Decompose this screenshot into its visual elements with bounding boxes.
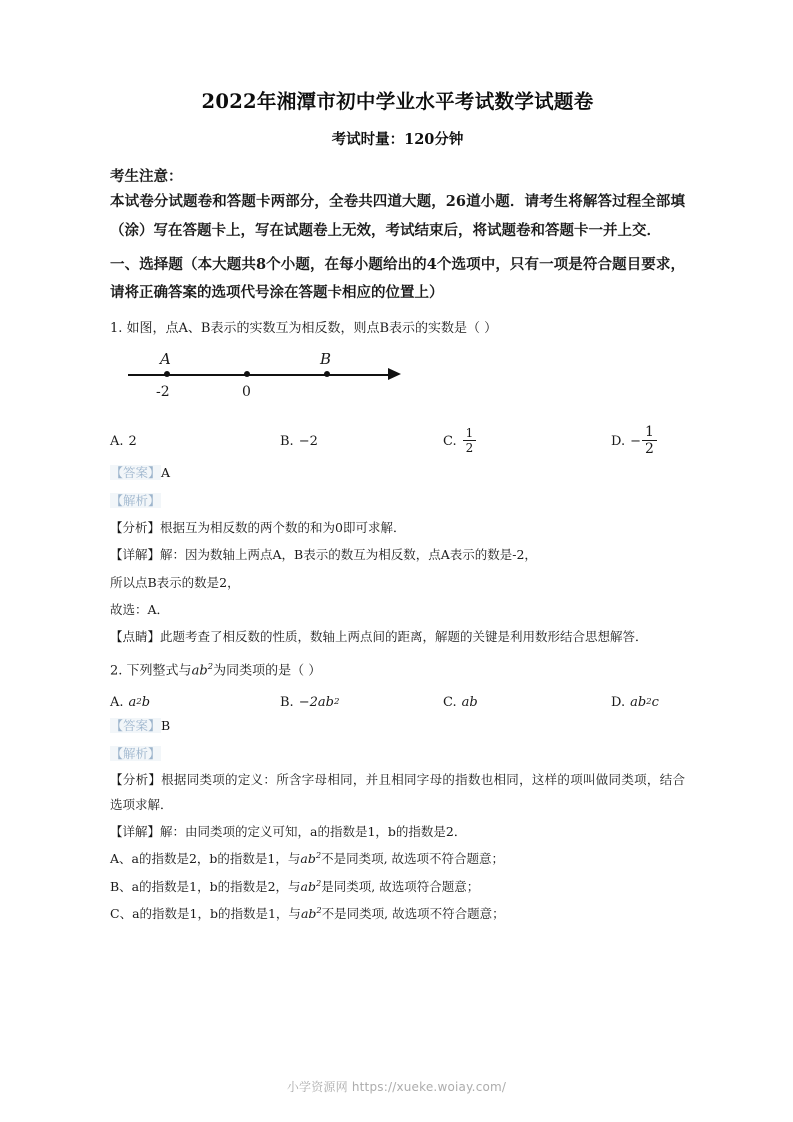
footer-watermark: 小学资源网 https://xueke.woiay.com/ [286,1080,507,1094]
number-line-arrow-icon [388,368,401,380]
detail-tag: 【详解】 [110,547,161,563]
answer-tag: 【答案】 [110,465,161,481]
question-2-answer [110,714,685,738]
analysis-tag: 【分析】 [110,519,161,535]
detail-item-a-prefix: A、a的指数是2，b的指数是1，与 [110,851,301,867]
question-1-number-line-figure [110,346,685,414]
question-1-detail-line-2: 所以点B表示的数是2， [110,574,240,590]
q2-option-d-label: D. [611,694,626,710]
question-2-detail-head [110,820,685,844]
page-title: 2022年湘潭市初中学业水平考试数学试题卷 [201,90,594,113]
q2-option-d-tail: c [651,694,659,710]
number-line-point-b-label: B [320,350,332,369]
page-content [110,86,685,927]
q2-option-a-label: A. [110,694,124,710]
q2-option-c-base: ab [461,694,478,710]
option-c-fraction [463,427,477,454]
number-line-point-a-value: -2 [156,384,170,401]
detail-item-a-suffix: 不是同类项, 故选项不符合题意； [321,851,505,867]
option-d-sign: − [630,434,641,450]
question-1-analysis [110,516,685,540]
option-b-label: B. [280,434,294,450]
detail-item-a-expr: ab [300,851,316,867]
question-1-detail-line-1 [110,543,685,567]
question-2-text-suffix: 为同类项的是（ ） [213,663,322,678]
detail-tag: 【详解】 [110,824,161,839]
detail-item-b-suffix: 是同类项, 故选项符合题意； [321,879,480,895]
question-1-number: 1. [110,320,123,336]
option-a-value: 2 [128,434,137,450]
exam-duration-subtitle: 考试时量：120分钟 [331,131,464,148]
option-b-value: −2 [298,434,318,450]
question-2-option-a[interactable] [110,695,280,710]
q2-option-b-exponent: 2 [333,697,340,708]
option-d-fraction [642,425,657,456]
option-d-denominator: 2 [642,440,657,456]
detail-text-1: 解：因为数轴上两点A，B表示的数互为相反数，点A表示的数是-2， [160,547,537,563]
question-2-analysis [110,768,685,817]
option-d-numerator: 1 [645,424,654,441]
question-2-options [110,695,685,710]
question-1-option-c[interactable] [443,428,611,455]
detail-item-c-expr: ab [300,906,317,922]
question-2-detail-item-b [110,875,685,900]
question-1-option-d[interactable] [611,426,658,457]
question-2-detail-item-c [110,902,685,927]
q2-option-d-base: ab [630,694,647,710]
section-heading-multiple-choice: 一、选择题（本大题共8个小题，在每小题给出的4个选项中，只有一项是符合题目要求，请将正确答案的选项代号涂在答题卡相应的位置上） [110,256,685,302]
detail-head-text: 解：由同类项的定义可知，a的指数是1，b的指数是2． [160,824,467,839]
analysis-tag: 【分析】 [110,772,162,788]
detail-item-c-suffix: 不是同类项, 故选项不符合题意； [321,906,505,922]
detail-item-b-prefix: B、a的指数是1，b的指数是2，与 [110,879,301,895]
explanation-tag: 【解析】 [110,745,161,761]
answer-value: A [161,465,171,481]
question-2-expression-exponent: 2 [207,661,214,672]
question-1-answer [110,461,685,485]
answer-value: B [161,717,171,733]
option-c-numerator: 1 [465,426,474,441]
candidate-notice-label: 考生注意： [110,168,183,185]
analysis-text: 根据互为相反数的两个数的和为0即可求解． [160,519,406,535]
question-2-option-d[interactable] [611,695,659,710]
answer-tag: 【答案】 [110,717,161,733]
question-1-text: 如图，点A、B表示的实数互为相反数，则点B表示的实数是（ ） [126,320,498,336]
q2-option-b-label: B. [280,694,294,710]
q2-option-a-base: a [128,694,137,710]
insight-text: 此题考查了相反数的性质，数轴上两点间的距离，解题的关键是利用数形结合思想解答． [160,629,648,645]
question-1-option-a[interactable] [110,434,280,449]
analysis-text: 根据同类项的定义：所含字母相同，并且相同字母的指数也相同，这样的项叫做同类项，结合选项求解． [110,772,685,812]
question-2-detail-item-a [110,847,685,872]
question-1-option-b[interactable] [280,434,443,449]
explanation-tag: 【解析】 [110,493,161,509]
detail-item-b-exponent: 2 [316,877,322,888]
question-1-explanation-tag [110,489,685,513]
detail-item-a-exponent: 2 [315,850,322,861]
option-d-label: D. [611,434,626,450]
question-2-number: 2. [110,663,123,678]
question-2-text-prefix: 下列整式与 [126,663,192,678]
question-2-explanation-tag [110,742,685,766]
number-line-point-b-dot [324,371,330,377]
option-c-denominator: 2 [463,440,477,454]
question-1-options [110,426,685,457]
insight-tag: 【点睛】 [110,629,161,645]
number-line-origin-value: 0 [242,384,251,401]
option-c-label: C. [443,434,457,450]
detail-item-b-expr: ab [300,879,317,895]
candidate-notice-text: 本试卷分试题卷和答题卡两部分，全卷共四道大题，26道小题．请考生将解答过程全部填（涂）写在答题卡上，写在试题卷上无效，考试结束后，将试题卷和答题卡一并上交． [110,193,685,239]
question-1-detail-line-3: 故选：A． [110,601,170,617]
option-a-label: A. [110,434,124,450]
question-1-stem [110,318,685,341]
q2-option-a-tail: b [141,694,151,710]
q2-option-c-label: C. [443,694,457,710]
question-2-option-c[interactable] [443,695,611,710]
q2-option-d-exponent: 2 [646,697,652,708]
detail-item-c-exponent: 2 [316,905,322,916]
detail-item-c-prefix: C、a的指数是1，b的指数是1，与 [110,906,301,922]
number-line-point-a-dot [164,371,170,377]
question-2-option-b[interactable] [280,695,443,710]
question-2-expression: ab [191,663,208,678]
question-1-insight [110,625,685,649]
number-line-origin-dot [244,371,250,377]
question-2-stem [110,660,685,683]
q2-option-b-base: −2ab [298,694,334,710]
number-line-point-a-label: A [160,350,171,369]
q2-option-a-exponent: 2 [136,697,142,708]
